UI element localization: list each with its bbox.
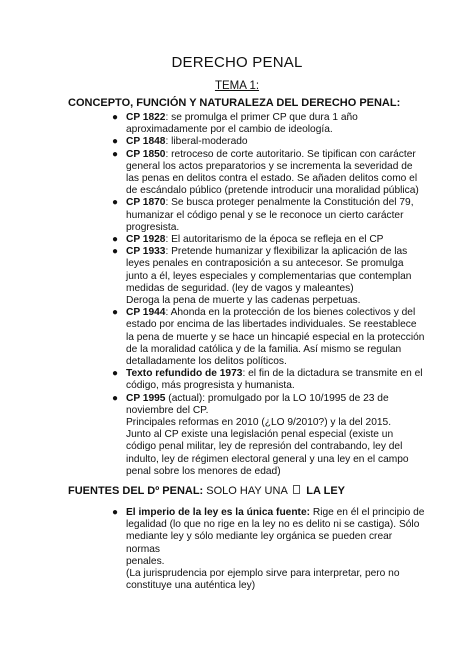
list-item-line (126, 136, 426, 148)
fuentes-heading-normal: SOLO HAY UNA (203, 485, 291, 497)
list-item-line: penales. (126, 555, 165, 567)
list-item-line (126, 112, 426, 124)
list-item-text: : se promulga el primer CP que dura 1 año (165, 112, 358, 123)
list-item-text: : El autoritarismo de la época se refleja en el CP (165, 234, 384, 246)
list-item-line (126, 197, 426, 209)
list-item-line: estado por encima de las libertades individuales. Se reestablece (126, 319, 417, 331)
list-item-line (126, 149, 426, 161)
bullet-icon: ● (112, 148, 119, 160)
list-item-bold: El imperio de la ley es la única fuente: (126, 507, 311, 518)
list-item-line (126, 507, 426, 519)
list-item-line: Junto al CP existe una legislación penal especial (existe un (126, 429, 394, 441)
bullet-icon: ● (112, 246, 119, 258)
list-item-line: progresista. (126, 221, 180, 233)
bullet-icon: ● (112, 368, 119, 380)
list-item-line: humanizar el código penal y se le reconoce un cierto carácter (126, 209, 404, 221)
list-item-bold: CP 1822 (126, 112, 166, 123)
list-item (112, 307, 426, 368)
fuentes-list (112, 507, 426, 592)
list-item-line (126, 393, 426, 405)
list-item-text: : Pretende humanizar y flexibilizar la aplicación de las (165, 246, 408, 258)
list-item (112, 392, 426, 478)
list-item-line: constituye una auténtica ley) (126, 580, 256, 592)
bullet-icon: ● (112, 234, 119, 246)
list-item-text: : Se busca proteger penalmente la Constitución del 79, (165, 197, 414, 209)
document-subtitle: TEMA 1: (214, 80, 260, 92)
list-item-line: Deroga la pena de muerte y las cadenas perpetuas. (126, 295, 361, 307)
list-item (112, 112, 426, 136)
codes-list (112, 112, 426, 478)
list-item-bold: CP 1850 (126, 148, 166, 160)
list-item-text: : el fin de la dictadura se transmite en el (242, 368, 423, 380)
list-item-line: aproximadamente por el cambio de ideología. (126, 124, 333, 136)
bullet-icon: ● (112, 197, 119, 209)
list-item-line (126, 246, 426, 258)
list-item-line (126, 307, 426, 319)
list-item-bold: CP 1928 (126, 234, 166, 246)
bullet-icon: ● (112, 507, 119, 518)
list-item (112, 234, 426, 246)
list-item-line: junto a él, leyes especiales y complementarias que contemplan (126, 270, 412, 282)
list-item-line: legalidad (lo que no rige en la ley no es delito ni se castiga). Sólo (126, 519, 420, 531)
bullet-icon: ● (112, 112, 119, 123)
list-item (112, 507, 426, 592)
list-item (112, 197, 426, 234)
list-item-bold: CP 1933 (126, 246, 166, 258)
bullet-icon: ● (112, 136, 119, 148)
list-item-line: las penas en delitos contra el estado. Se añaden delitos como el (126, 173, 418, 185)
document-title: DERECHO PENAL (171, 54, 303, 71)
list-item-bold: CP 1848 (126, 136, 166, 148)
list-item-line: Principales reformas en 2010 (¿LO 9/2010?) y la del 2015. (126, 417, 392, 429)
list-item-line: de la moralidad católica y de la familia. Así mismo se regulan (126, 343, 402, 355)
list-item-line: general los actos preparatorios y se incrementa la severidad de (126, 160, 413, 172)
list-item-line: la pena de muerte y se hace un hincapié especial en la protección (126, 331, 425, 343)
list-item-line: noviembre del CP. (126, 404, 209, 416)
list-item-text: : retroceso de corte autoritario. Se tipifican con carácter (165, 148, 416, 160)
missing-glyph-icon (293, 485, 300, 494)
list-item-line: penal sobre los menores de edad) (126, 465, 281, 477)
list-item (112, 148, 426, 198)
list-item-line: código penal militar, ley de represión del contrabando, ley del (126, 441, 403, 453)
list-item (112, 368, 426, 392)
list-item-line: código, más progresista y humanista. (126, 380, 295, 392)
list-item-bold: CP 1870 (126, 197, 166, 209)
list-item-line: indulto, ley de régimen electoral general y una ley en el campo (126, 453, 409, 465)
fuentes-heading-end: LA LEY (306, 485, 346, 497)
fuentes-heading-bold: FUENTES DEL Dº PENAL: (68, 485, 204, 497)
list-item-line: leyes penales en contraposición a su antecesor. Se promulga (126, 258, 404, 270)
list-item-text: (actual): promulgado por la LO 10/1995 de 23 de (165, 392, 389, 404)
list-item-line: de escándalo público (pretende introducir una moralidad pública) (126, 185, 419, 197)
list-item-line (126, 234, 426, 246)
list-item-bold: CP 1995 (126, 392, 166, 404)
list-item-bold: CP 1944 (126, 307, 166, 319)
list-item-text: : liberal-moderado (165, 136, 248, 148)
list-item (112, 136, 426, 148)
list-item-line: medidas de seguridad. (ley de vagos y maleantes) (126, 282, 354, 294)
list-item-line: (La jurisprudencia por ejemplo sirve para interpretar, pero no (126, 568, 400, 580)
list-item-line (126, 368, 426, 380)
bullet-icon: ● (112, 392, 119, 404)
list-item-text: : Ahonda en la protección de los bienes colectivos y del (165, 307, 416, 319)
list-item (112, 246, 426, 307)
list-item-line: mediante ley y sólo mediante ley orgánica se pueden crear normas (126, 531, 393, 555)
list-item-bold: Texto refundido de 1973 (126, 368, 243, 380)
section-heading-concepto: CONCEPTO, FUNCIÓN Y NATURALEZA DEL DERECHO PENAL: (68, 97, 401, 109)
list-item-text: Rige en él el principio de (310, 507, 425, 518)
bullet-icon: ● (112, 307, 119, 319)
list-item-line: detalladamente los delitos políticos. (126, 356, 287, 368)
section-heading-fuentes (68, 485, 345, 497)
